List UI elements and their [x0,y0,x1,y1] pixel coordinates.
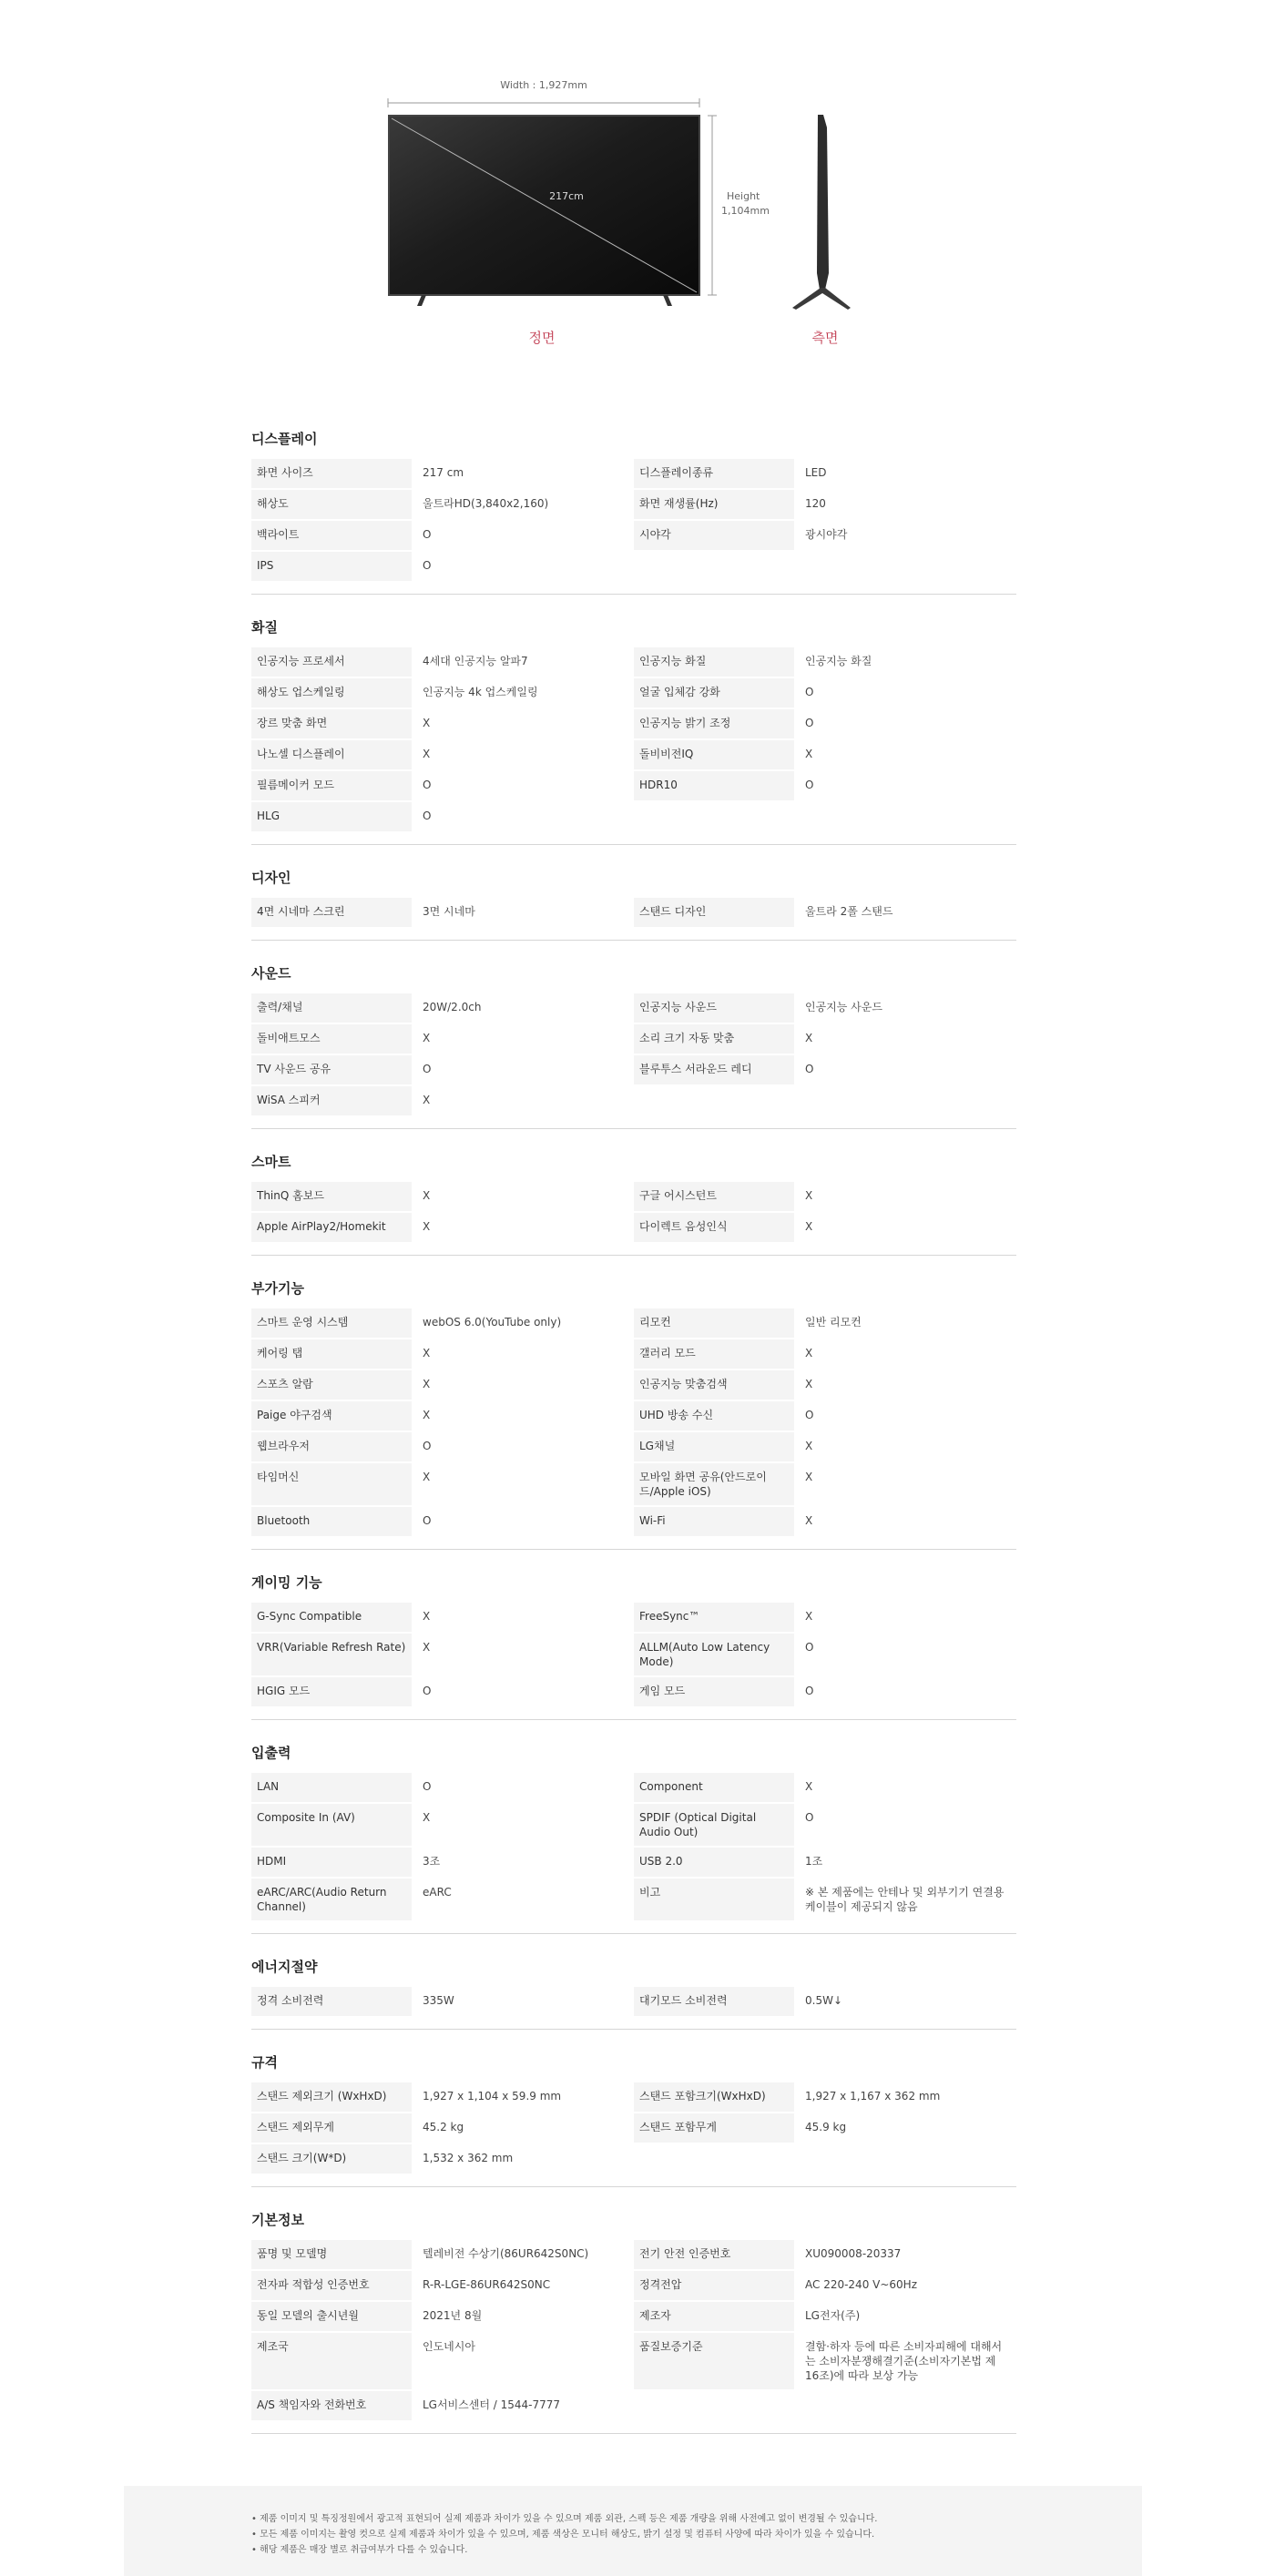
spec-row [634,490,1016,519]
spec-label: UHD 방송 수신 [634,1401,794,1431]
spec-row [251,1339,634,1369]
spec-section [251,607,1016,845]
spec-label: 돌비애트모스 [251,1024,412,1054]
disclaimer-note: • 해당 제품은 매장 별로 취급여부가 다를 수 있습니다. [251,2545,468,2555]
spec-label: USB 2.0 [634,1848,794,1877]
spec-section [251,1563,1016,1720]
spec-label: 스탠드 제외크기 (WxHxD) [251,2082,412,2112]
spec-value: X [423,717,431,729]
spec-row [634,1507,1016,1536]
spec-value: 20W/2.0ch [423,1001,482,1013]
spec-value: X [805,1514,813,1527]
spec-section [251,1268,1016,1550]
spec-value: X [423,1094,431,1106]
section-title: 에너지절약 [251,1959,318,1975]
spec-row [251,1024,634,1054]
spec-row [634,1339,1016,1369]
spec-label: 타임머신 [251,1463,412,1505]
spec-value: 4세대 인공지능 알파7 [423,655,528,667]
spec-value: X [805,1378,813,1390]
spec-rows [251,647,1016,831]
spec-rows [251,2240,1016,2420]
spec-section [251,2200,1016,2434]
spec-row [634,2333,1016,2389]
spec-value: O [805,1409,814,1421]
spec-label: 시야각 [634,521,794,550]
spec-value: X [805,1471,813,1483]
spec-row [634,1677,1016,1706]
spec-row [251,1463,634,1505]
spec-value: X [805,1610,813,1623]
spec-value: X [805,1032,813,1044]
side-view-label: 측면 [811,330,839,346]
spec-rows [251,1308,1016,1536]
spec-label: VRR(Variable Refresh Rate) [251,1634,412,1675]
spec-label: 스탠드 디자인 [634,898,794,927]
spec-label: 웹브라우저 [251,1432,412,1461]
spec-row [251,1634,634,1675]
spec-value: 45.9 kg [805,2121,847,2133]
spec-label: Apple AirPlay2/Homekit [251,1213,412,1242]
spec-row [251,459,634,488]
spec-value: O [423,528,432,541]
spec-row [251,2302,634,2331]
spec-label: 케어링 탭 [251,1339,412,1369]
spec-value: 인도네시아 [423,2340,475,2353]
spec-row [251,993,634,1023]
spec-row [634,459,1016,488]
disclaimer-note: • 제품 이미지 및 특징정원에서 광고적 표현되어 실제 제품과 차이가 있을 수 있으며 제품 외관, 스펙 등은 제품 개량을 위해 사전예고 없이 변경될 수 있습니다. [251,2514,878,2524]
spec-label: 4면 시네마 스크린 [251,898,412,927]
spec-row [251,1773,634,1802]
tv-side [817,115,829,290]
spec-row [251,709,634,738]
spec-row [251,1213,634,1242]
spec-rows [251,1182,1016,1242]
disclaimer-note: • 모든 제품 이미지는 촬영 컷으로 실제 제품과 차이가 있을 수 있으며, 제품 색상은 모니터 해상도, 밝기 설정 및 컴퓨터 사양에 따라 차이가 있을 수 있습니다. [251,2530,875,2540]
spec-row [634,1634,1016,1675]
spec-value: 2021년 8월 [423,2309,483,2322]
spec-value: LG서비스센터 / 1544-7777 [423,2398,561,2411]
spec-row [251,490,634,519]
spec-label [634,1086,794,1115]
spec-row [251,802,634,831]
spec-label: 스탠드 크기(W*D) [251,2144,412,2174]
spec-value: X [805,1347,813,1359]
spec-label: 인공지능 밝기 조정 [634,709,794,738]
spec-value [794,2144,1016,2174]
spec-row [634,678,1016,708]
spec-label: 얼굴 입체감 강화 [634,678,794,708]
spec-value: 결함·하자 등에 따른 소비자피해에 대해서는 소비자분쟁해결기준(소비자기본법 제16조)에 따라 보상 가능 [805,2340,1003,2382]
spec-value: O [423,1685,432,1697]
spec-label: 스탠드 포함무게 [634,2113,794,2143]
spec-label: 모바일 화면 공유(안드로이드/Apple iOS) [634,1463,794,1505]
spec-value: 인공지능 화질 [805,655,872,667]
spec-label: 품명 및 모델명 [251,2240,412,2269]
spec-label: 인공지능 맞춤검색 [634,1370,794,1400]
spec-value: X [423,1189,431,1202]
spec-value: 3조 [423,1855,441,1868]
spec-value: X [423,1409,431,1421]
spec-label: 제조국 [251,2333,412,2389]
spec-label: 제조자 [634,2302,794,2331]
spec-label: 스마트 운영 시스템 [251,1308,412,1338]
spec-row [251,2333,634,2389]
section-title: 입출력 [251,1745,291,1761]
spec-row [251,521,634,550]
spec-value: AC 220-240 V~60Hz [805,2278,917,2291]
spec-rows [251,2082,1016,2174]
spec-label: HDMI [251,1848,412,1877]
spec-section [251,1142,1016,1256]
section-title: 사운드 [251,965,291,982]
spec-label: Bluetooth [251,1507,412,1536]
spec-row [251,1432,634,1461]
spec-rows [251,993,1016,1115]
spec-label: 인공지능 프로세서 [251,647,412,677]
spec-value: 120 [805,497,826,510]
section-title: 디자인 [251,870,291,886]
spec-label: SPDIF (Optical Digital Audio Out) [634,1804,794,1846]
spec-row [634,1432,1016,1461]
spec-row [634,2113,1016,2143]
spec-label: Paige 야구검색 [251,1401,412,1431]
spec-value: O [423,1514,432,1527]
spec-row [251,1507,634,1536]
spec-row [634,1213,1016,1242]
spec-value: X [423,1220,431,1233]
spec-value: O [805,1063,814,1075]
spec-label: 해상도 업스케일링 [251,678,412,708]
spec-value: X [423,748,431,760]
spec-value: 0.5W↓ [805,1994,843,2007]
spec-value: O [423,1063,432,1075]
spec-value: X [805,1189,813,1202]
spec-row [634,1773,1016,1802]
spec-row [634,1804,1016,1846]
spec-label [634,802,794,831]
spec-value: 1조 [805,1855,823,1868]
spec-value: 3면 시네마 [423,905,475,918]
spec-label: Wi-Fi [634,1507,794,1536]
spec-label: ALLM(Auto Low Latency Mode) [634,1634,794,1675]
spec-value: 인공지능 사운드 [805,1001,882,1013]
section-title: 게이밍 기능 [251,1574,322,1591]
spec-label: 화면 재생률(Hz) [634,490,794,519]
spec-label: 출력/채널 [251,993,412,1023]
spec-value: X [423,1032,431,1044]
spec-rows [251,1987,1016,2016]
spec-section [251,1733,1016,1934]
spec-label: 인공지능 화질 [634,647,794,677]
spec-label: LAN [251,1773,412,1802]
spec-rows [251,1603,1016,1706]
spec-row [634,1055,1016,1084]
spec-label: 갤러리 모드 [634,1339,794,1369]
spec-section [251,419,1016,595]
spec-value: 울트라HD(3,840x2,160) [423,497,549,510]
spec-label: 다이렉트 음성인식 [634,1213,794,1242]
spec-row [634,521,1016,550]
spec-row [634,1848,1016,1877]
spec-row [634,1086,1016,1115]
spec-row [251,2271,634,2300]
spec-row [251,2113,634,2143]
spec-row [251,1370,634,1400]
diagonal-label: 217cm [549,190,584,202]
spec-label: ThinQ 홈보드 [251,1182,412,1211]
spec-value: X [805,1220,813,1233]
spec-row [251,1848,634,1877]
spec-value: 인공지능 4k 업스케일링 [423,686,538,698]
product-dimension-diagram [0,0,1275,364]
spec-label: 정격전압 [634,2271,794,2300]
spec-label: FreeSync™ [634,1603,794,1632]
spec-row [634,1987,1016,2016]
spec-row [251,771,634,800]
spec-value: 1,532 x 362 mm [423,2152,514,2164]
spec-row [634,2391,1016,2420]
spec-label [634,2144,794,2174]
spec-label [634,2391,794,2420]
spec-label: A/S 책임자와 전화번호 [251,2391,412,2420]
spec-value: LG전자(주) [805,2309,861,2322]
spec-label: 게임 모드 [634,1677,794,1706]
spec-value: X [805,748,813,760]
spec-value: X [423,1378,431,1390]
spec-row [634,1370,1016,1400]
spec-value: X [423,1610,431,1623]
spec-label: 나노셀 디스플레이 [251,740,412,769]
spec-row [634,740,1016,769]
spec-row [634,993,1016,1023]
spec-value: 217 cm [423,466,464,479]
spec-value [794,2391,1016,2420]
spec-label: 디스플레이종류 [634,459,794,488]
spec-label: HDR10 [634,771,794,800]
spec-value: O [805,779,814,791]
spec-value: X [805,1780,813,1793]
spec-label [634,552,794,581]
spec-label: eARC/ARC(Audio Return Channel) [251,1879,412,1920]
spec-value: O [805,717,814,729]
spec-value: 텔레비전 수상기(86UR642S0NC) [423,2247,589,2260]
spec-row [634,2240,1016,2269]
spec-row [251,1401,634,1431]
spec-label: G-Sync Compatible [251,1603,412,1632]
spec-section [251,1947,1016,2030]
spec-label: 구글 어시스턴트 [634,1182,794,1211]
spec-value: X [423,1641,431,1654]
spec-row [634,647,1016,677]
spec-label: 동일 모델의 출시년월 [251,2302,412,2331]
spec-row [634,898,1016,927]
section-title: 디스플레이 [251,431,318,447]
spec-section [251,858,1016,941]
spec-label: 정격 소비전력 [251,1987,412,2016]
spec-row [251,2391,634,2420]
section-title: 스마트 [251,1154,291,1170]
spec-row [634,1603,1016,1632]
spec-row [634,802,1016,831]
spec-value: O [805,1641,814,1654]
spec-row [251,1603,634,1632]
spec-value: X [423,1471,431,1483]
spec-value: LED [805,466,827,479]
spec-row [634,1308,1016,1338]
spec-row [634,709,1016,738]
spec-value: ※ 본 제품에는 안테나 및 외부기기 연결용 케이블이 제공되지 않음 [805,1886,1005,1913]
spec-row [634,1024,1016,1054]
spec-value [794,552,1016,581]
spec-row [251,2082,634,2112]
spec-label: 비고 [634,1879,794,1920]
spec-label: 전기 안전 인증번호 [634,2240,794,2269]
spec-value: R-R-LGE-86UR642S0NC [423,2278,551,2291]
spec-row [251,678,634,708]
spec-section [251,2042,1016,2187]
spec-row [251,898,634,927]
spec-value: O [423,779,432,791]
spec-value: 1,927 x 1,167 x 362 mm [805,2090,941,2103]
spec-row [251,1308,634,1338]
spec-rows [251,898,1016,927]
spec-row [634,2082,1016,2112]
width-label: Width : 1,927mm [500,79,587,91]
spec-label: 인공지능 사운드 [634,993,794,1023]
spec-value: O [805,1685,814,1697]
spec-value: O [805,1811,814,1824]
spec-row [251,552,634,581]
spec-label: 스탠드 포함크기(WxHxD) [634,2082,794,2112]
disclaimer-notes [124,2486,1142,2576]
spec-row [251,2144,634,2174]
spec-value: 45.2 kg [423,2121,464,2133]
spec-row [634,1463,1016,1505]
spec-label: Component [634,1773,794,1802]
spec-section [251,953,1016,1129]
spec-row [634,771,1016,800]
section-title: 부가기능 [251,1280,304,1297]
spec-row [251,1182,634,1211]
spec-row [251,1879,634,1920]
spec-label: 백라이트 [251,521,412,550]
spec-value: 1,927 x 1,104 x 59.9 mm [423,2090,562,2103]
spec-label: 스포츠 알람 [251,1370,412,1400]
spec-value: XU090008-20337 [805,2247,902,2260]
spec-row [251,1804,634,1846]
spec-row [634,1401,1016,1431]
spec-label: 블루투스 서라운드 레디 [634,1055,794,1084]
spec-row [251,1086,634,1115]
section-title: 기본정보 [251,2212,304,2228]
spec-label: 장르 맞춤 화면 [251,709,412,738]
height-label-bottom: 1,104mm [721,205,770,217]
spec-row [634,2302,1016,2331]
spec-label: 스탠드 제외무게 [251,2113,412,2143]
spec-value: O [423,1780,432,1793]
spec-value: eARC [423,1886,452,1899]
spec-label: 전자파 적합성 인증번호 [251,2271,412,2300]
spec-label: 돌비비전IQ [634,740,794,769]
spec-row [251,740,634,769]
spec-row [251,1677,634,1706]
spec-row [634,1879,1016,1920]
spec-label: HLG [251,802,412,831]
spec-row [251,1987,634,2016]
spec-value: X [423,1811,431,1824]
spec-row [634,1182,1016,1211]
spec-rows [251,459,1016,581]
spec-label: HGIG 모드 [251,1677,412,1706]
spec-value: O [423,559,432,572]
spec-value: 광시야각 [805,528,848,541]
spec-value: 335W [423,1994,454,2007]
spec-value: X [423,1347,431,1359]
spec-row [251,1055,634,1084]
spec-label: 필름메이커 모드 [251,771,412,800]
spec-row [634,2144,1016,2174]
section-title: 규격 [251,2054,278,2071]
spec-value: O [423,1440,432,1452]
spec-label: 소리 크기 자동 맞춤 [634,1024,794,1054]
spec-value: O [423,809,432,822]
spec-row [634,552,1016,581]
height-label-top: Height [727,190,760,202]
front-view-label: 정면 [528,330,556,346]
spec-value: O [805,686,814,698]
spec-label: TV 사운드 공유 [251,1055,412,1084]
spec-sections [251,419,1016,2447]
spec-value: X [805,1440,813,1452]
spec-value: 일반 리모컨 [805,1316,862,1329]
spec-label: 품질보증기준 [634,2333,794,2389]
section-title: 화질 [251,619,278,636]
spec-value: 울트라 2폴 스탠드 [805,905,893,918]
spec-label: LG채널 [634,1432,794,1461]
spec-label: 리모컨 [634,1308,794,1338]
spec-value: webOS 6.0(YouTube only) [423,1316,562,1329]
spec-value [794,802,1016,831]
spec-label: 대기모드 소비전력 [634,1987,794,2016]
spec-label: 해상도 [251,490,412,519]
spec-rows [251,1773,1016,1920]
spec-label: IPS [251,552,412,581]
spec-value [794,1086,1016,1115]
spec-label: WiSA 스피커 [251,1086,412,1115]
spec-row [251,2240,634,2269]
spec-row [634,2271,1016,2300]
spec-row [251,647,634,677]
spec-label: Composite In (AV) [251,1804,412,1846]
spec-label: 화면 사이즈 [251,459,412,488]
